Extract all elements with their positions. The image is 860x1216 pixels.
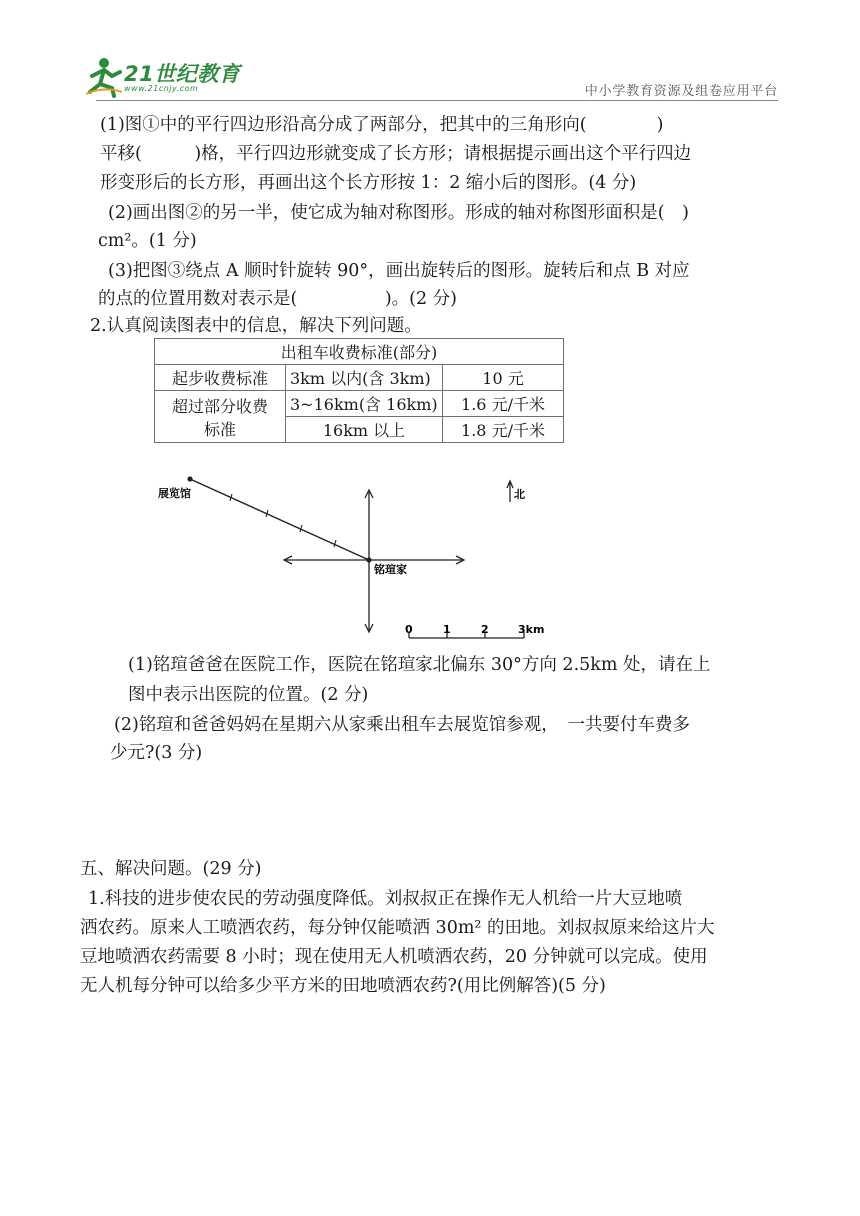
q2-title: 2.认真阅读图表中的信息，解决下列问题。 xyxy=(90,316,422,336)
table-cell: 1.8 元/千米 xyxy=(443,417,564,443)
section5-title: 五、解决问题。(29 分) xyxy=(80,859,262,879)
table-cell-text: 标准 xyxy=(203,419,236,439)
museum-label: 展览馆 xyxy=(158,487,191,500)
q2-sub1-line2: 图中表示出医院的位置。(2 分) xyxy=(128,685,369,705)
taxi-fare-table xyxy=(154,338,564,443)
table-cell-text: 超过部分收费 xyxy=(171,396,268,416)
scale-label-0: 0 xyxy=(405,623,413,636)
q1-part3-line1: (3)把图③绕点 A 顺时针旋转 90°，画出旋转后的图形。旋转后和点 B 对应 xyxy=(108,261,690,281)
home-point xyxy=(366,557,371,562)
table-caption: 出租车收费标准(部分) xyxy=(155,339,564,365)
direction-map-diagram xyxy=(150,470,570,650)
s5-q1-line1: 1.科技的进步使农民的劳动强度降低。刘叔叔正在操作无人机给一片大豆地喷 xyxy=(88,889,683,909)
s5-q1-line2: 洒农药。原来人工喷洒农药，每分钟仅能喷洒 30m² 的田地。刘叔叔原来给这片大 xyxy=(80,918,715,938)
q2-sub2-line1: (2)铭瑄和爸爸妈妈在星期六从家乘出租车去展览馆参观， 一共要付车费多 xyxy=(114,715,691,735)
q1-part1-line2: 平移( )格，平行四边形就变成了长方形；请根据提示画出这个平行四边 xyxy=(100,144,692,164)
q1-part2-line1: (2)画出图②的另一半，使它成为轴对称图形。形成的轴对称图形面积是( ) xyxy=(108,203,689,223)
scale-label-3km: 3km xyxy=(518,623,545,636)
table-cell: 1.6 元/千米 xyxy=(443,391,564,417)
museum-point xyxy=(187,476,192,481)
table-row xyxy=(155,365,564,391)
q1-part2-line2: cm²。(1 分) xyxy=(98,231,197,251)
table-cell: 3~16km(含 16km) xyxy=(286,391,443,417)
logo-text: 21世纪教育 xyxy=(124,62,241,86)
museum-route-line xyxy=(190,479,369,560)
table-cell: 10 元 xyxy=(443,365,564,391)
table-cell-merged xyxy=(155,391,286,443)
s5-q1-line3: 豆地喷洒农药需要 8 小时；现在使用无人机喷洒农药，20 分钟就可以完成。使用 xyxy=(80,947,708,967)
q2-sub2-line2: 少元?(3 分) xyxy=(110,743,203,763)
home-label: 铭瑄家 xyxy=(374,563,407,576)
platform-title: 中小学教育资源及组卷应用平台 xyxy=(584,84,778,99)
north-label: 北 xyxy=(514,488,525,501)
q1-part1-line3: 形变形后的长方形，再画出这个长方形按 1：2 缩小后的图形。(4 分) xyxy=(100,173,637,193)
header-divider xyxy=(96,100,778,101)
table-cell: 起步收费标准 xyxy=(155,365,286,391)
table-row xyxy=(155,339,564,365)
q2-sub1-line1: (1)铭瑄爸爸在医院工作，医院在铭瑄家北偏东 30°方向 2.5km 处，请在上 xyxy=(128,655,711,675)
q1-part1-line1: (1)图①中的平行四边形沿高分成了两部分，把其中的三角形向( ) xyxy=(100,115,664,135)
scale-label-1: 1 xyxy=(443,623,451,636)
table-cell: 3km 以内(含 3km) xyxy=(286,365,443,391)
scale-label-2: 2 xyxy=(481,623,489,636)
table-row xyxy=(155,391,564,417)
table-cell: 16km 以上 xyxy=(286,417,443,443)
q1-part3-line2: 的点的位置用数对表示是( )。(2 分) xyxy=(98,289,458,309)
scale-ticks xyxy=(409,632,524,638)
logo-url: www.21cnjy.com xyxy=(124,84,199,93)
s5-q1-line4: 无人机每分钟可以给多少平方米的田地喷洒农药?(用比例解答)(5 分) xyxy=(80,976,606,996)
